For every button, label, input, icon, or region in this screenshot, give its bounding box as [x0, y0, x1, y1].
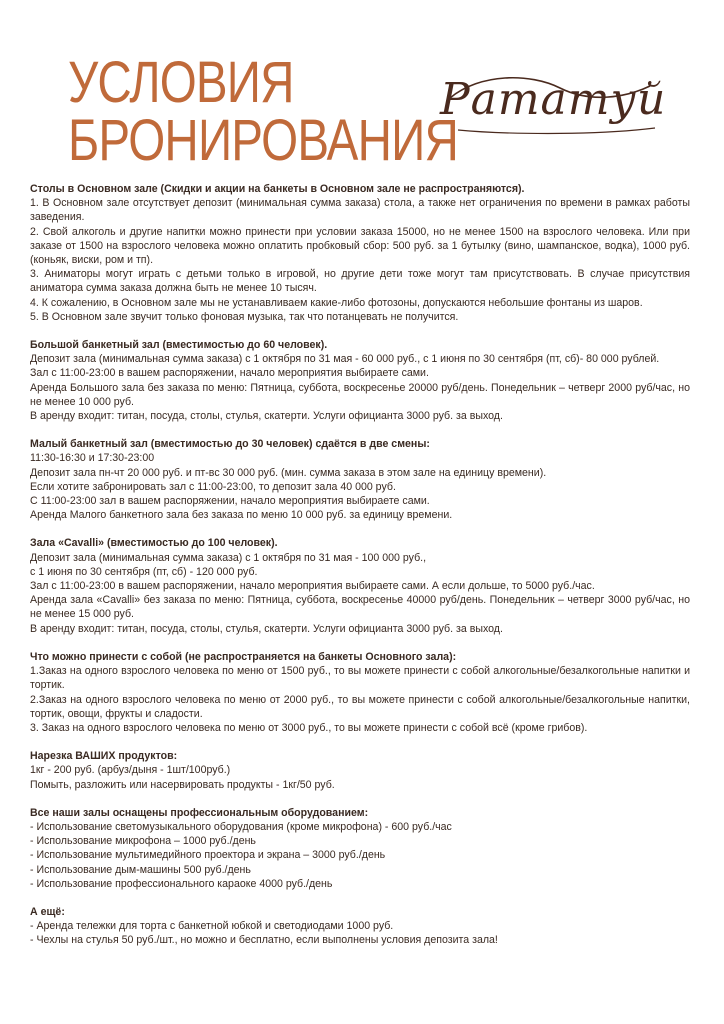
page-title-line-1: УСЛОВИЯ — [68, 50, 294, 115]
section-equipment — [30, 806, 690, 891]
paragraph: 1. В Основном зале отсутствует депозит (минимальная сумма заказа) стола, а также нет ограничения по времени в рамках работы заведения. — [30, 197, 690, 224]
section-title: Что можно принести с собой (не распространяется на банкеты Основного зала): — [30, 650, 457, 663]
paragraph: Депозит зала пн-чт 20 000 руб. и пт-вс 30 000 руб. (мин. сумма заказа в этом зале на единицу времени). — [30, 466, 547, 479]
paragraph: Помыть, разложить или насервировать продукты - 1кг/50 руб. — [30, 778, 335, 791]
section-title: Большой банкетный зал (вместимостью до 60 человек). — [30, 339, 328, 352]
paragraph: 3. Аниматоры могут играть с детьми только в игровой, но другие дети тоже могут там присутствовать. В случае присутствия аниматора сумма заказа должна быть не менее 10 тысяч. — [30, 268, 690, 295]
section-small-banquet-hall — [30, 437, 690, 522]
section-main-hall — [30, 182, 690, 324]
paragraph: 1кг - 200 руб. (арбуз/дыня - 1шт/100руб.) — [30, 764, 231, 777]
list-item: - Аренда тележки для торта с банкетной юбкой и светодиодами 1000 руб. — [30, 920, 394, 933]
logo — [440, 68, 670, 148]
paragraph: Зал с 11:00-23:00 в вашем распоряжении, начало мероприятия выбираете сами. А если дольше, то 5000 руб./час. — [30, 580, 595, 593]
section-bring-your-own — [30, 650, 690, 735]
section-large-banquet-hall — [30, 338, 690, 423]
paragraph: 3. Заказ на одного взрослого человека по меню от 3000 руб., то вы можете принести с собой всё (кроме грибов). — [30, 721, 588, 734]
paragraph: Депозит зала (минимальная сумма заказа) с 1 октября по 31 мая - 100 000 руб., — [30, 551, 427, 564]
paragraph: В аренду входит: титан, посуда, столы, стулья, скатерти. Услуги официанта 3000 руб. за выход. — [30, 622, 503, 635]
paragraph: Аренда Большого зала без заказа по меню: Пятница, суббота, воскресенье 20000 руб/день. Понедельник – четверг 2000 руб/час, но не менее 10 000 руб. — [30, 381, 690, 408]
paragraph: Аренда зала «Cavalli» без заказа по меню: Пятница, суббота, воскресенье 40000 руб/день. Понедельник – четверг 3000 руб/час, но не менее 15 000 руб. — [30, 594, 690, 621]
paragraph: 2. Свой алкоголь и другие напитки можно принести при условии заказа 15000, но не менее 1500 на взрослого человека. Или при заказе от 1500 на взрослого человека можно оплатить пробковый сбор: 500 руб. за 1 бутылку (вино, шампанское, водка), 1000 руб. (коньяк, виски, ром и тп). — [30, 225, 690, 267]
paragraph: 11:30-16:30 и 17:30-23:00 — [30, 452, 155, 465]
paragraph: 4. К сожалению, в Основном зале мы не устанавливаем какие-либо фотозоны, допускаются небольшие фонтаны из шаров. — [30, 296, 643, 309]
list-item: - Использование светомузыкального оборудования (кроме микрофона) - 600 руб./час — [30, 820, 452, 833]
section-title: Нарезка ВАШИХ продуктов: — [30, 750, 178, 763]
paragraph: 5. В Основном зале звучит только фоновая музыка, так что потанцевать не получится. — [30, 310, 459, 323]
paragraph: Аренда Малого банкетного зала без заказа по меню 10 000 руб. за единицу времени. — [30, 509, 453, 522]
list-item: - Использование микрофона – 1000 руб./день — [30, 835, 256, 848]
logo-text: Рататуй — [440, 74, 667, 125]
section-title: Зала «Cavalli» (вместимостью до 100 человек). — [30, 537, 278, 550]
paragraph: 1.Заказ на одного взрослого человека по меню от 1500 руб., то вы можете принести с собой алкогольные/безалкогольные напитки и тортик. — [30, 665, 690, 692]
list-item: - Использование профессионального караоке 4000 руб./день — [30, 877, 333, 890]
page-title-line-2: БРОНИРОВАНИЯ — [68, 108, 458, 173]
booking-conditions — [30, 182, 690, 962]
paragraph: 2.Заказ на одного взрослого человека по меню от 2000 руб., то вы можете принести с собой алкогольные/безалкогольные напитки, тортик, овощи, фрукты и сладости. — [30, 693, 690, 720]
section-title: Столы в Основном зале (Скидки и акции на банкеты в Основном зале не распространяются). — [30, 183, 525, 195]
list-item: - Использование дым-машины 500 руб./день — [30, 863, 251, 876]
section-title: Малый банкетный зал (вместимостью до 30 человек) сдаётся в две смены: — [30, 438, 430, 451]
section-cavalli-hall — [30, 536, 690, 635]
paragraph: Если хотите забронировать зал с 11:00-23:00, то депозит зала 40 000 руб. — [30, 480, 396, 493]
list-item: - Чехлы на стулья 50 руб./шт., но можно и бесплатно, если выполнены условия депозита зала! — [30, 934, 498, 947]
paragraph: Зал с 11:00-23:00 в вашем распоряжении, начало мероприятия выбираете сами. — [30, 367, 429, 380]
paragraph: Депозит зала (минимальная сумма заказа) с 1 октября по 31 мая - 60 000 руб., с 1 июня по 30 сентября (пт, сб)- 80 000 рублей. — [30, 353, 660, 366]
section-title: А ещё: — [30, 905, 65, 918]
paragraph: В аренду входит: титан, посуда, столы, стулья, скатерти. Услуги официанта 3000 руб. за выход. — [30, 410, 503, 423]
section-extras — [30, 905, 690, 948]
section-title: Все наши залы оснащены профессиональным оборудованием: — [30, 806, 369, 819]
section-food-slicing — [30, 749, 690, 792]
page-title — [68, 50, 468, 173]
list-item: - Использование мультимедийного проектора и экрана – 3000 руб./день — [30, 849, 386, 862]
paragraph: С 11:00-23:00 зал в вашем распоряжении, начало мероприятия выбираете сами. — [30, 495, 430, 508]
paragraph: с 1 июня по 30 сентября (пт, сб) - 120 000 руб. — [30, 565, 258, 578]
